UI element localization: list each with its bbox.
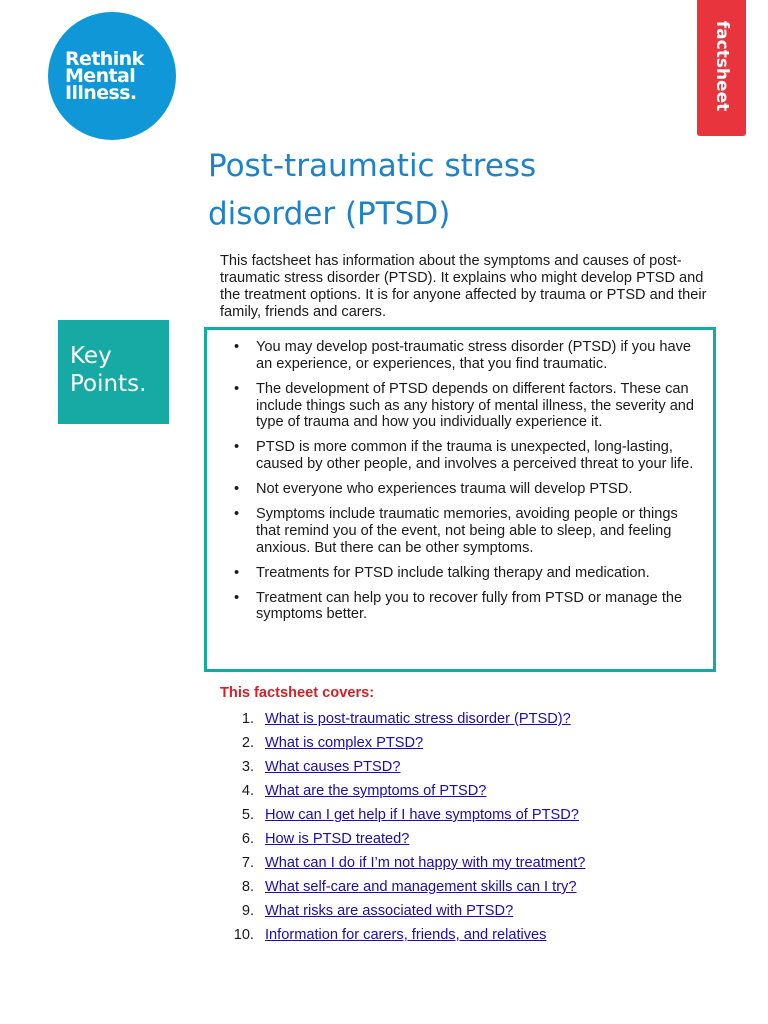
key-point-text: Treatment can help you to recover fully from PTSD or manage the symptoms better. (256, 589, 683, 623)
bullet-icon: • (234, 439, 240, 456)
contents-link-carers[interactable]: Information for carers, friends, and relatives (265, 927, 547, 943)
logo-line: Illness. (65, 81, 137, 104)
bullet-icon: • (234, 380, 240, 397)
key-point-text: PTSD is more common if the trauma is unexpected, long-lasting, caused by other people, and involves a perceived threat to your life. (256, 439, 694, 473)
contents-link-not-happy[interactable]: What can I do if I’m not happy with my treatment? (265, 855, 586, 871)
bullet-icon: • (234, 481, 240, 498)
contents-item (220, 711, 700, 735)
key-point-text: Symptoms include traumatic memories, avoiding people or things that remind you of the event, not being able to sleep, and feeling anxious. But there can be other symptoms. (256, 506, 678, 556)
key-points-label (58, 320, 169, 424)
bullet-icon: • (234, 339, 240, 355)
key-points-list (207, 330, 713, 623)
key-point-text: The development of PTSD depends on different factors. These can include things such as any history of mental illness, the severity and type of trauma and how you individually experience it. (256, 380, 695, 431)
contents-link-get-help[interactable]: How can I get help if I have symptoms of PTSD? (265, 807, 579, 823)
key-point-item (234, 506, 697, 556)
rethink-mental-illness-logo (48, 12, 176, 140)
contents-number: 8. (241, 879, 254, 895)
contents-number: 2. (241, 735, 254, 751)
contents-item (220, 783, 700, 807)
key-point-text: Treatments for PTSD include talking therapy and medication. (256, 564, 650, 581)
contents-number: 1. (241, 711, 254, 727)
contents-number: 4. (241, 783, 254, 799)
key-point-item (234, 380, 697, 431)
contents-item (220, 879, 700, 903)
key-points-box (204, 327, 716, 672)
key-point-text: You may develop post-traumatic stress disorder (PTSD) if you have an experience, or experiences, that you find traumatic. (256, 339, 692, 372)
key-point-text: Not everyone who experiences trauma will develop PTSD. (256, 481, 633, 498)
contents-link-causes[interactable]: What causes PTSD? (265, 759, 401, 775)
bullet-icon: • (234, 564, 240, 581)
contents-link-complex-ptsd[interactable]: What is complex PTSD? (265, 735, 424, 751)
bullet-icon: • (234, 506, 240, 523)
key-point-item (234, 439, 697, 473)
contents-link-risks[interactable]: What risks are associated with PTSD? (265, 903, 514, 919)
key-point-item (234, 481, 697, 498)
page-title (208, 142, 668, 238)
bullet-icon: • (234, 589, 240, 606)
factsheet-tab (697, 0, 746, 136)
contents-number: 10. (233, 927, 254, 943)
key-points-label-line: Points. (70, 371, 147, 397)
contents-item (220, 903, 700, 927)
title-line: Post-traumatic stress (208, 148, 537, 184)
contents-number: 7. (241, 855, 254, 871)
contents-link-what-is-ptsd[interactable]: What is post-traumatic stress disorder (PTSD)? (265, 711, 571, 727)
factsheet-tab-label: factsheet (711, 20, 732, 112)
contents-item (220, 831, 700, 855)
key-point-item (234, 564, 697, 582)
key-point-item (234, 339, 697, 373)
logo-line: Rethink (65, 47, 144, 70)
contents-number: 9. (241, 903, 254, 919)
key-point-item (234, 589, 697, 624)
intro-paragraph: This factsheet has information about the symptoms and causes of post-traumatic stress disorder (PTSD). It explains who might develop PTSD and the treatment options. It is for anyone affected by trauma or PTSD and their family, friends and carers. (220, 253, 707, 320)
title-line: disorder (PTSD) (208, 196, 451, 232)
key-points-label-line: Key (70, 343, 112, 369)
contents-number: 3. (241, 759, 254, 775)
covers-heading: This factsheet covers: (220, 685, 375, 701)
contents-item (220, 855, 700, 879)
contents-number: 6. (241, 831, 254, 847)
contents-number: 5. (241, 807, 254, 823)
contents-link-symptoms[interactable]: What are the symptoms of PTSD? (265, 783, 487, 799)
contents-item (220, 927, 700, 951)
contents-link-treatment[interactable]: How is PTSD treated? (265, 831, 410, 847)
contents-item (220, 735, 700, 759)
contents-list (220, 711, 700, 951)
contents-item (220, 759, 700, 783)
contents-item (220, 807, 700, 831)
contents-link-self-care[interactable]: What self-care and management skills can I try? (265, 879, 577, 895)
logo-line: Mental (65, 64, 136, 87)
